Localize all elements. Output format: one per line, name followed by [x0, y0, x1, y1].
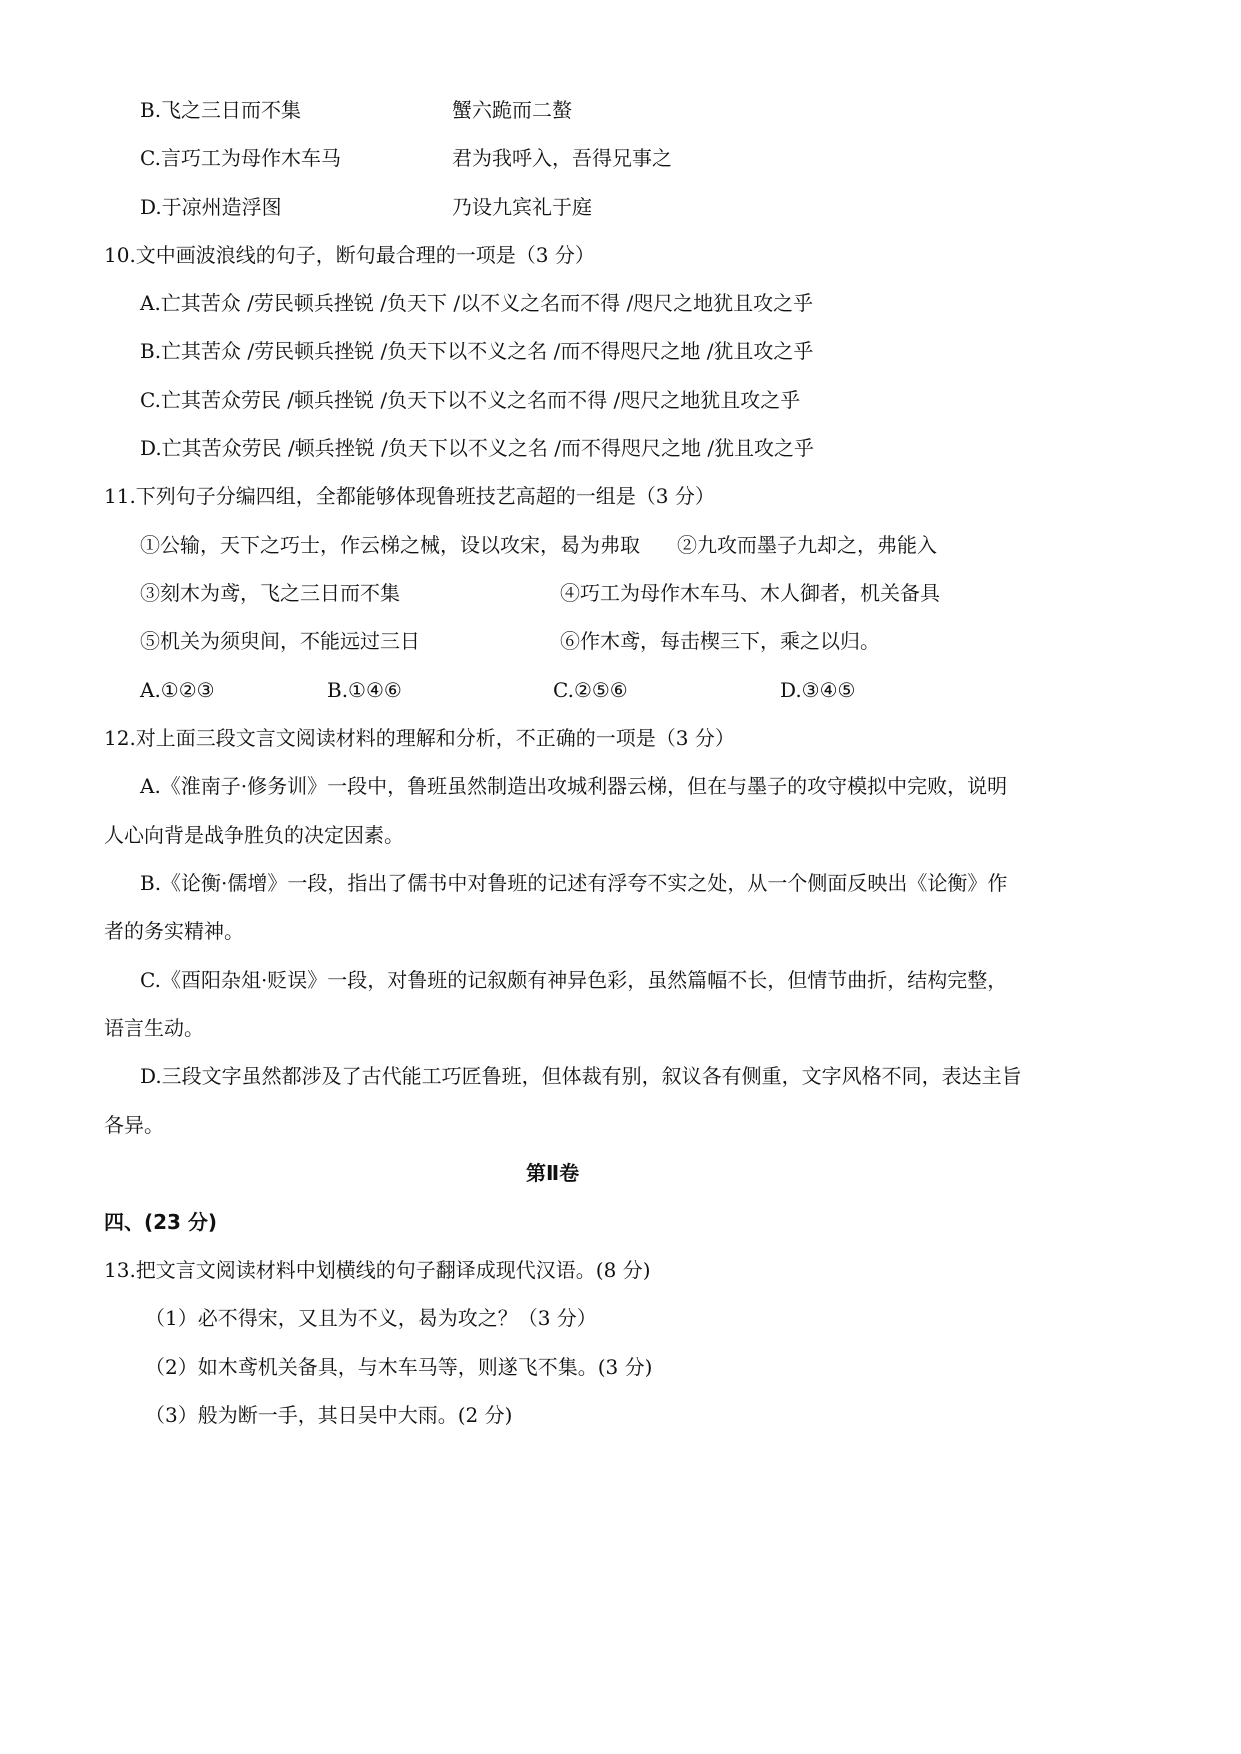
q10-option-b: B.亡其苦众 /劳民顿兵挫锐 /负天下以不义之名 /而不得咫尺之地 /犹且攻之乎 — [140, 339, 814, 363]
q11-option-b: B.①④⑥ — [327, 678, 402, 702]
q12-option-c-line1: C.《酉阳杂俎·贬误》一段，对鲁班的记叙颇有神异色彩，虽然篇幅不长，但情节曲折，结构完整， — [140, 968, 1008, 992]
q11-sentence-3: ③刻木为鸢，飞之三日而不集 — [140, 581, 400, 605]
q9-option-c-right: 君为我呼入，吾得兄事之 — [452, 146, 672, 170]
q9-option-b-right: 蟹六跪而二螯 — [452, 98, 572, 122]
section4-heading: 四、(23 分) — [104, 1210, 218, 1234]
q11-option-c: C.②⑤⑥ — [553, 678, 628, 702]
q12-option-b-line2: 者的务实精神。 — [104, 919, 244, 943]
q10-option-a: A.亡其苦众 /劳民顿兵挫锐 /负天下 /以不义之名而不得 /咫尺之地犹且攻之乎 — [140, 291, 814, 315]
q12-option-d-line1: D.三段文字虽然都涉及了古代能工巧匠鲁班，但体裁有别，叙议各有侧重，文字风格不同，表达主旨 — [140, 1064, 1022, 1088]
q11-option-d: D.③④⑤ — [780, 678, 856, 702]
q9-option-d-left: D.于凉州造浮图 — [140, 195, 282, 219]
q12-option-a-line1: A.《淮南子·修务训》一段中，鲁班虽然制造出攻城利器云梯，但在与墨子的攻守模拟中完败，说明 — [140, 774, 1008, 798]
q12-option-c-line2: 语言生动。 — [104, 1016, 204, 1040]
q13-item-3: （3）般为断一手，其日吴中大雨。(2 分) — [145, 1403, 513, 1427]
q13-item-2: （2）如木鸢机关备具，与木车马等，则遂飞不集。(3 分) — [145, 1355, 653, 1379]
q10-stem: 10.文中画波浪线的句子，断句最合理的一项是（3 分） — [104, 243, 595, 267]
q12-option-d-line2: 各异。 — [104, 1113, 164, 1137]
q11-sentence-5: ⑤机关为须臾间，不能远过三日 — [140, 629, 420, 653]
q10-option-c: C.亡其苦众劳民 /顿兵挫锐 /负天下以不义之名而不得 /咫尺之地犹且攻之乎 — [140, 388, 801, 412]
q11-sentence-1: ①公输，天下之巧士，作云梯之械，设以攻宋，曷为弗取 — [140, 533, 640, 557]
q12-option-a-line2: 人心向背是战争胜负的决定因素。 — [104, 823, 404, 847]
q9-option-d-right: 乃设九宾礼于庭 — [452, 195, 592, 219]
q11-stem: 11.下列句子分编四组，全都能够体现鲁班技艺高超的一组是（3 分） — [104, 484, 715, 508]
q11-sentence-4: ④巧工为母作木车马、木人御者，机关备具 — [560, 581, 940, 605]
q11-sentence-6: ⑥作木鸢，每击楔三下，乘之以归。 — [560, 629, 880, 653]
q12-stem: 12.对上面三段文言文阅读材料的理解和分析，不正确的一项是（3 分） — [104, 726, 735, 750]
q13-stem: 13.把文言文阅读材料中划横线的句子翻译成现代汉语。(8 分) — [104, 1258, 651, 1282]
q11-sentence-2: ②九攻而墨子九却之，弗能入 — [677, 533, 937, 557]
part2-title: 第Ⅱ卷 — [526, 1161, 580, 1185]
q9-option-c-left: C.言巧工为母作木车马 — [140, 146, 341, 170]
q13-item-1: （1）必不得宋，又且为不义，曷为攻之？（3 分） — [145, 1306, 597, 1330]
q11-option-a: A.①②③ — [140, 678, 215, 702]
q9-option-b-left: B.飞之三日而不集 — [140, 98, 302, 122]
q10-option-d: D.亡其苦众劳民 /顿兵挫锐 /负天下以不义之名 /而不得咫尺之地 /犹且攻之乎 — [140, 436, 815, 460]
q12-option-b-line1: B.《论衡·儒增》一段，指出了儒书中对鲁班的记述有浮夸不实之处，从一个侧面反映出《论衡》作 — [140, 871, 1008, 895]
